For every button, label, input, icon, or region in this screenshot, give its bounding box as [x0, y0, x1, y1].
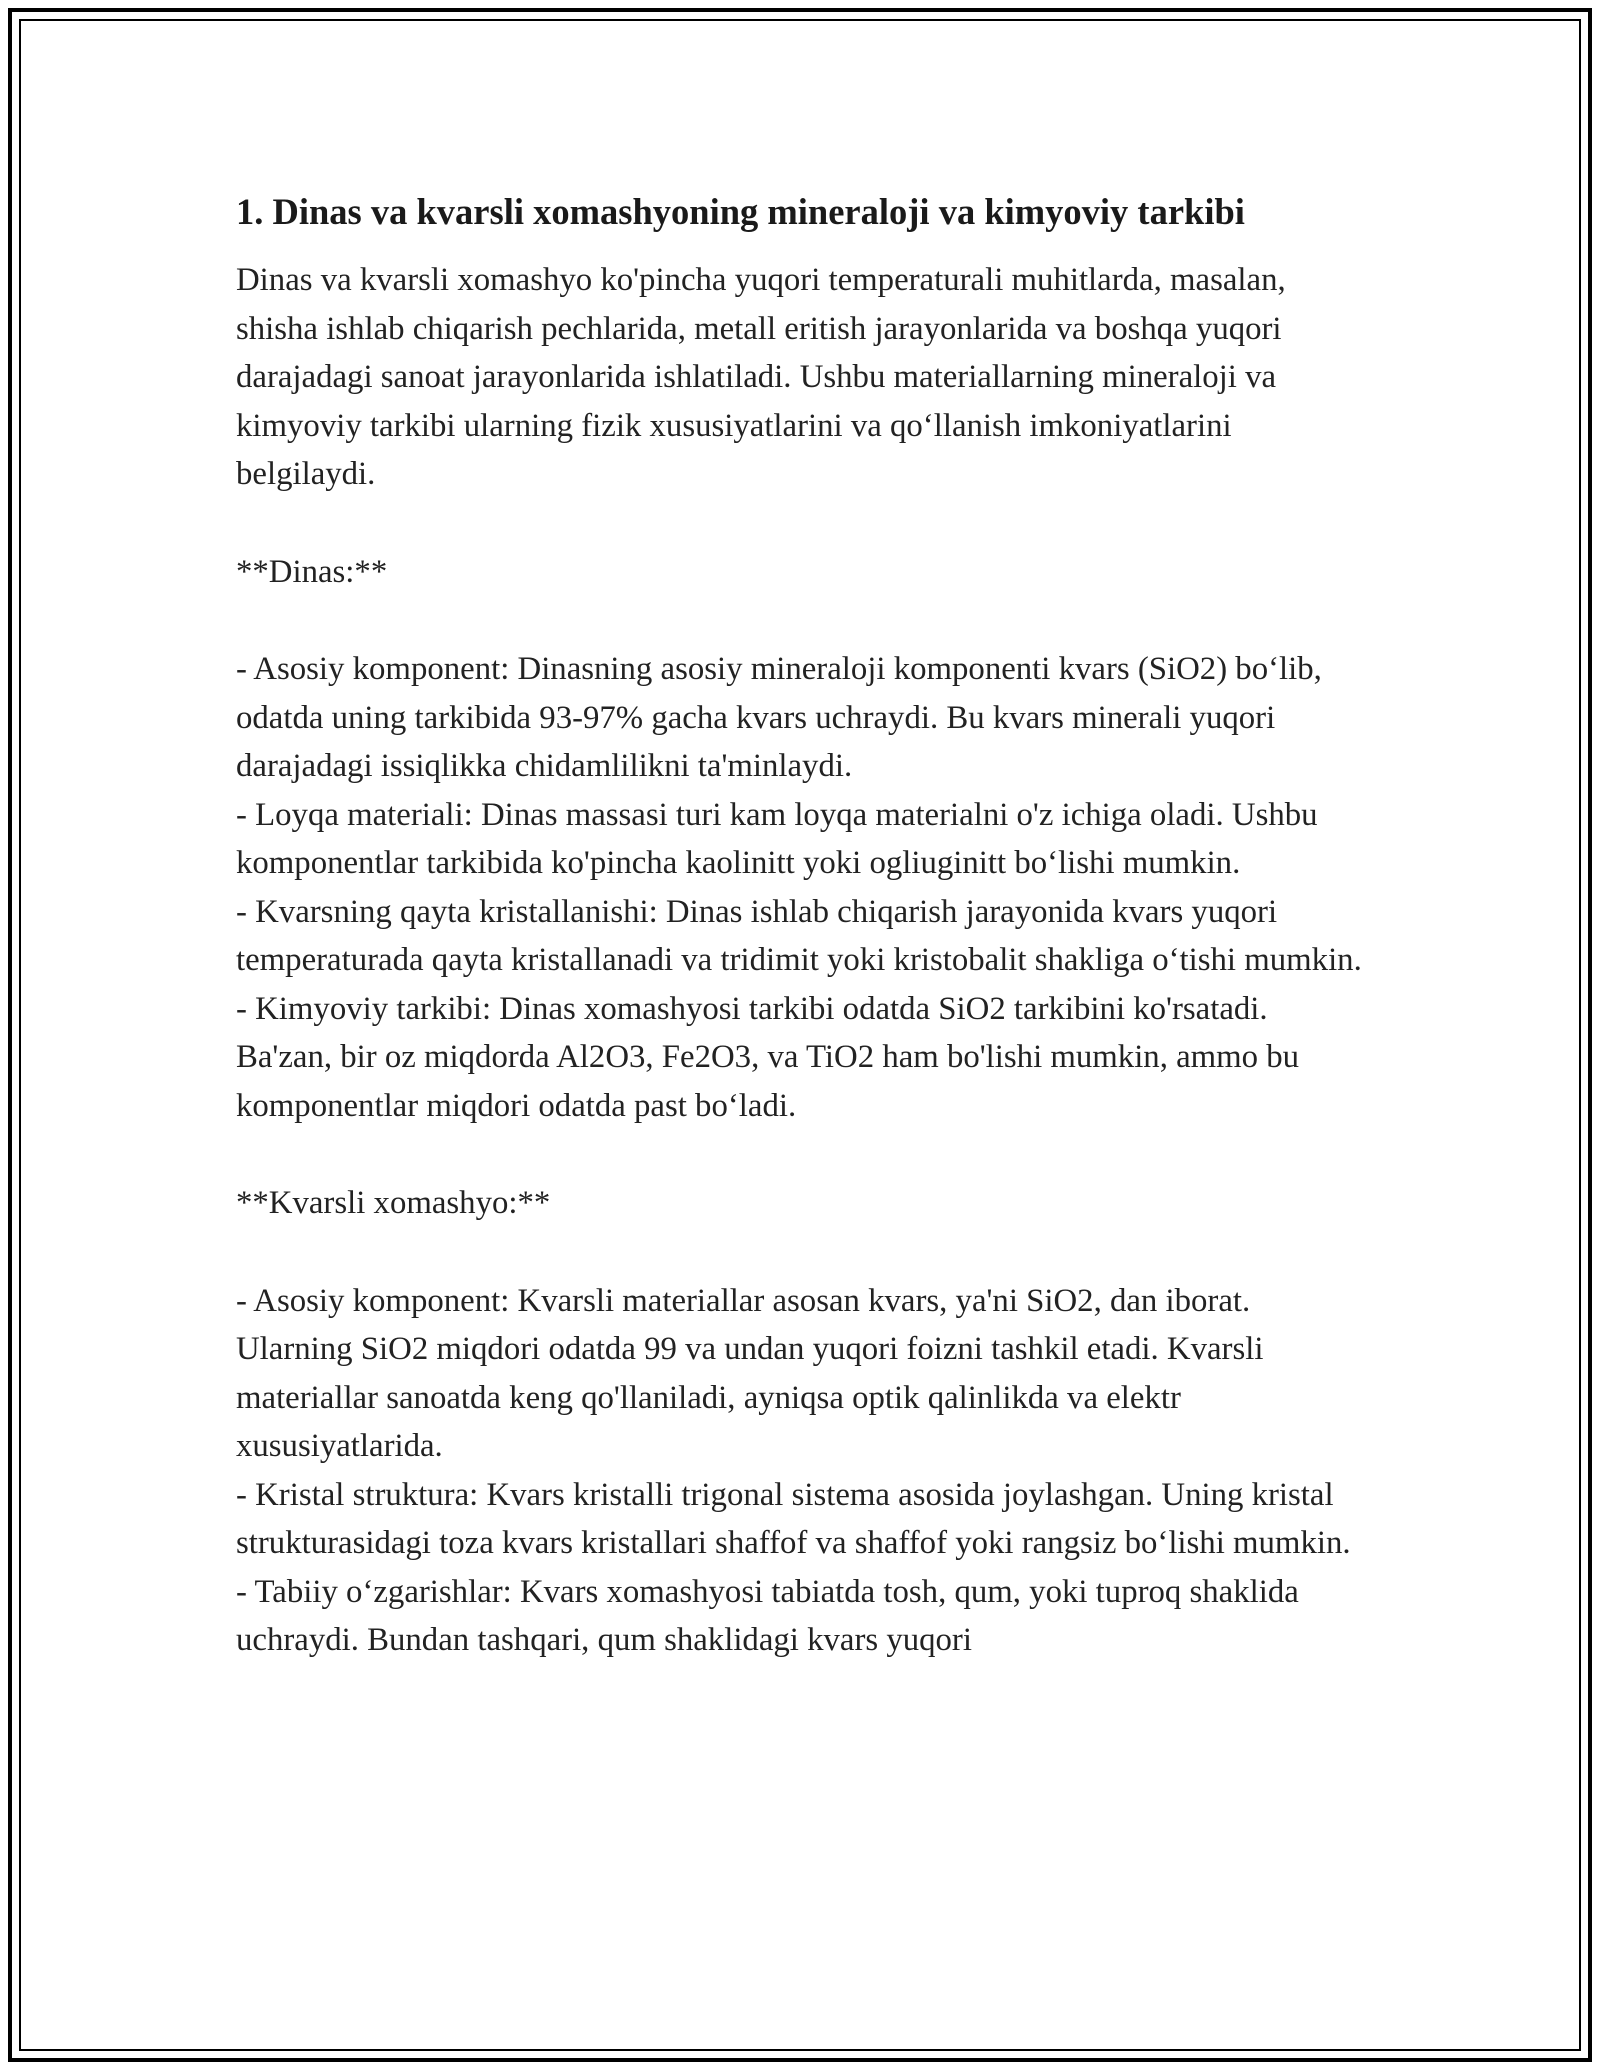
- kvarsli-bullet-main-component: - Asosiy komponent: Kvarsli materiallar asosan kvars, ya'ni SiO2, dan iborat. Ularning SiO2 miqdori odatda 99 va undan yuqori foizni tashkil etadi. Kvarsli materiallar sanoatda keng qo'llaniladi, ayniqsa optik qalinlikda va elektr xususiyatlarida.: [236, 1282, 1264, 1464]
- kvarsli-bullet-crystal-structure: - Kristal struktura: Kvars kristalli trigonal sistema asosida joylashgan. Uning kristal strukturasidagi toza kvars kristallari shaffof va shaffof yoki rangsiz bo‘lishi mumkin.: [236, 1476, 1351, 1561]
- kvarsli-section-title: **Kvarsli xomashyo:**: [236, 1185, 551, 1221]
- document-body: [236, 184, 1366, 1665]
- dinas-bullet-recrystallization: - Kvarsning qayta kristallanishi: Dinas ishlab chiqarish jarayonida kvars yuqori temperaturada qayta kristallanadi va tridimit yoki kristobalit shakliga o‘tishi mumkin.: [236, 893, 1362, 978]
- dinas-section-title: **Dinas:**: [236, 553, 388, 590]
- intro-paragraph: Dinas va kvarsli xomashyo ko'pincha yuqori temperaturali muhitlarda, masalan, shisha ishlab chiqarish pechlarida, metall eritish jarayonlarida va boshqa yuqori darajadagi sanoat jarayonlarida ishlatiladi. Ushbu materiallarning mineraloji va kimyoviy tarkibi ularning fizik xususiyatlarini va qo‘llanish imkoniyatlarini belgilaydi.: [236, 262, 1286, 492]
- dinas-bullet-main-component: - Asosiy komponent: Dinasning asosiy mineraloji komponenti kvars (SiO2) bo‘lib, odatda uning tarkibida 93-97% gacha kvars uchraydi. Bu kvars minerali yuqori darajadagi issiqlikka chidamlilikni ta'minlaydi.: [236, 651, 1322, 784]
- dinas-bullet-chemical-composition: - Kimyoviy tarkibi: Dinas xomashyosi tarkibi odatda SiO2 tarkibini ko'rsatadi. Ba'zan, bir oz miqdorda Al2O3, Fe2O3, va TiO2 ham bo'lishi mumkin, ammo bu komponentlar miqdori odatda past bo‘ladi.: [236, 990, 1300, 1124]
- dinas-bullet-list: [236, 645, 1366, 1130]
- section-heading: 1. Dinas va kvarsli xomashyoning mineraloji va kimyoviy tarkibi: [236, 191, 1245, 232]
- dinas-bullet-clay-material: - Loyqa materiali: Dinas massasi turi kam loyqa materialni o'z ichiga oladi. Ushbu komponentlar tarkibida ko'pincha kaolinitt yoki ogliuginitt bo‘lishi mumkin.: [236, 796, 1318, 881]
- kvarsli-bullet-list: [236, 1277, 1366, 1665]
- kvarsli-bullet-natural-changes: - Tabiiy o‘zgarishlar: Kvars xomashyosi tabiatda tosh, qum, yoki tuproq shaklida uchraydi. Bundan tashqari, qum shaklidagi kvars yuqori: [236, 1573, 1299, 1658]
